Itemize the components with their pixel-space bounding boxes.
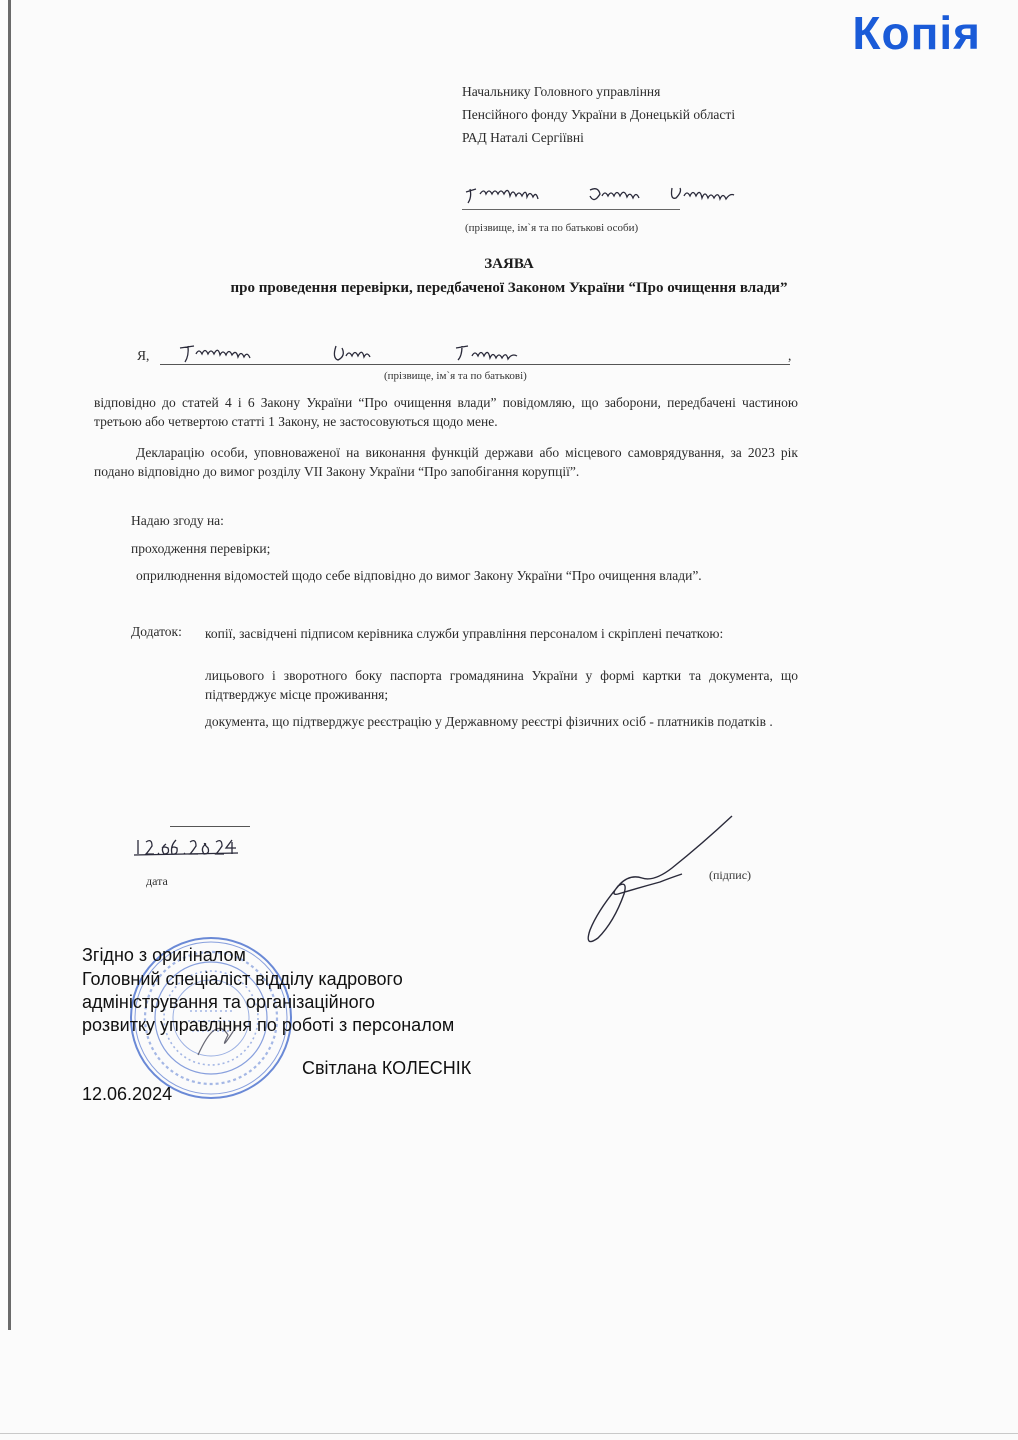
attachment-item: документа, що підтверджує реєстрацію у Державному реєстрі фізичних осіб - платників податків . <box>205 714 773 729</box>
paragraph-declaration: Декларацію особи, уповноваженої на виконання функцій держави або місцевого самоврядування, за 2023 рік подано відповідно до вимог розділу VII Закону України “Про запобігання корупції”. <box>94 445 798 479</box>
addressee-line: Начальнику Головного управління <box>462 84 661 99</box>
certification-line: Головний спеціаліст відділу кадрового <box>82 969 403 989</box>
certifier-name: Світлана КОЛЕСНІК <box>302 1058 472 1078</box>
name-line-comma: , <box>788 348 792 363</box>
handwritten-date <box>134 836 238 858</box>
name-caption-top: (прізвище, ім`я та по батькові особи) <box>465 222 639 234</box>
name-underline-top <box>462 209 680 210</box>
consent-intro: Надаю згоду на: <box>131 513 224 528</box>
certification-line: розвитку управління по роботі з персоналом <box>82 1015 455 1035</box>
handwritten-name-top <box>462 180 762 210</box>
attachment-item: копії, засвідчені підписом керівника служби управління персоналом і скріплені печаткою: <box>205 626 724 641</box>
attachment-item: лицьового і зворотного боку паспорта громадянина України у формі картки та документа, що підтверджує місце проживання; <box>205 668 798 702</box>
name-caption-main: (прізвище, ім`я та по батькові) <box>384 370 527 382</box>
document-title: ЗАЯВА <box>484 256 534 272</box>
addressee-block <box>462 80 862 149</box>
handwritten-name-main <box>176 340 576 366</box>
paragraph-prohibitions: відповідно до статей 4 і 6 Закону України “Про очищення влади” повідомляю, що заборони, передбачені частиною третьою або четвертою статті 1 Закону, не застосовуються щодо мене. <box>94 395 798 429</box>
document-subtitle: про проведення перевірки, передбаченої Законом України “Про очищення влади” <box>230 280 788 296</box>
date-caption: дата <box>146 874 168 888</box>
signature-caption: (підпис) <box>709 868 752 882</box>
addressee-line: Пенсійного фонду України в Донецькій області <box>462 107 736 122</box>
consent-item: оприлюднення відомостей щодо себе відповідно до вимог Закону України “Про очищення влади”. <box>136 568 702 583</box>
date-overline <box>170 826 250 827</box>
certification-line: Згідно з оригіналом <box>82 945 246 965</box>
certification-line: адміністрування та організаційного <box>82 992 375 1012</box>
scan-left-edge <box>8 0 11 1330</box>
addressee-line: РАД Наталі Сергіївні <box>462 130 584 145</box>
consent-item: проходження перевірки; <box>131 541 271 556</box>
attachment-label: Додаток: <box>131 624 182 639</box>
ya-label: Я, <box>137 348 150 363</box>
copy-stamp: Копія <box>852 7 981 59</box>
certification-date: 12.06.2024 <box>82 1084 173 1104</box>
scan-bottom-edge <box>0 1433 1018 1434</box>
